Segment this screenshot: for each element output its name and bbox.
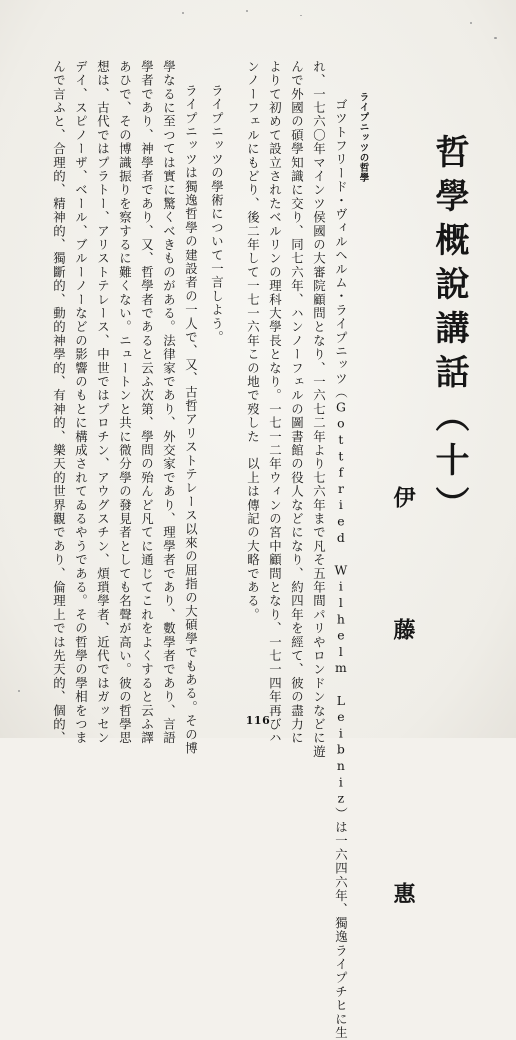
print-speck [246, 10, 248, 12]
section-heading: ライプニッツの哲學 [357, 92, 369, 183]
print-speck [300, 15, 302, 16]
body-column-7: ライプニッツは獨逸哲學の建設者の一人で、又、古哲アリストテレース以來の屈指の大碩學でもある。その博 [183, 84, 199, 756]
print-speck [470, 22, 472, 24]
body-column-4: よりて初めて設立されたベルリンの理科大學長となり。一七一二年ウィンの宮中顧問となり、一七一四年再びハ [267, 60, 283, 745]
body-column-12: デイ、スピノーザ、ベール、ブルーノーなどの影響のもとに構成されてゐるやうである。その哲學の學相をつま [73, 60, 89, 745]
body-column-5: ンノーフェルにもどり、後二年して一七一六年この地で歿した 以上は傳記の大略である。 [245, 60, 261, 622]
author-name: 伊 藤 惠 [390, 486, 416, 948]
print-speck [182, 12, 184, 14]
body-column-6: ライプニッツの學術について一言しよう。 [209, 84, 225, 345]
body-column-10: あひで、その博識振りを察するに難くない。ニュートンと共に微分學の發見者としても名聲が高い。彼の哲學思 [117, 60, 133, 745]
body-column-11: 想は、古代ではプラトー、アリストテレース、中世ではプロチン、アウグスチン、煩瑣學者、近代ではガッセン [95, 60, 111, 745]
print-speck [494, 37, 497, 39]
body-column-2: れ、一七六〇年マインツ侯國の大審院顧問となり、一六七二年より七六年まで凡そ五年間パリやロンドンなどに遊 [311, 60, 327, 759]
body-column-9: 學者であり、神學者であり、又、哲學者であると云ふ次第、學問の殆んど凡てに通じてこれをよくすると云ふ譯 [139, 60, 155, 745]
body-column-3: んで外國の碩學知識に交り、同七六年、ハンノーフェルの圖書館の役人などになり、約四年を經て、彼の盡力に [289, 60, 305, 745]
article-title: 哲學概說講話（十） [429, 134, 469, 530]
page-number: 116 [245, 714, 271, 727]
body-column-1: ゴツトフリード・ヴィルヘルム・ライプニッツ（Gottfried Wilhelm Leibniz）は一六四六年、獨逸ライプチヒに生 [333, 98, 349, 1040]
body-column-8: 學なるに至つては實に驚くべきものがある。法律家であり、外交家であり、理學者であり、數學者であり、言語 [161, 60, 177, 745]
body-column-13: んで言ふと、合理的、精神的、獨斷的、動的神學的、有神的、樂天的世界觀であり、倫理上では先天的、個的、 [51, 60, 67, 745]
print-speck [18, 690, 20, 692]
